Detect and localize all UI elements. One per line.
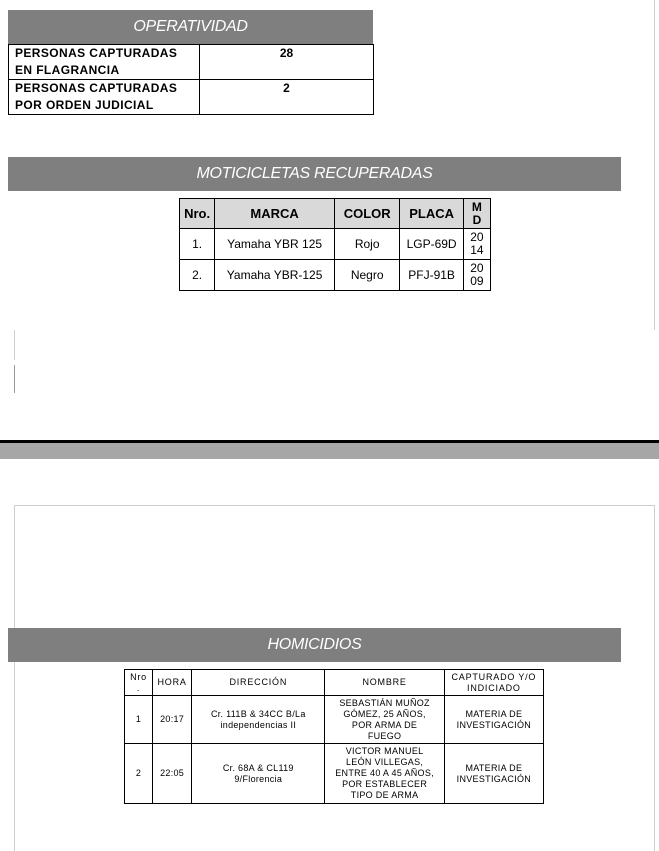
page-border-right — [654, 0, 655, 330]
text-line: MATERIA DE — [465, 762, 523, 773]
text-line: GÓMEZ, 25 AÑOS, — [343, 708, 426, 719]
operatividad-title: OPERATIVIDAD — [8, 10, 373, 44]
cell-nombre — [325, 744, 444, 804]
cell-md — [463, 229, 490, 260]
col-placa: PLACA — [400, 199, 463, 229]
motos-title: MOTICICLETAS RECUPERADAS — [8, 157, 621, 191]
label-line: POR ORDEN JUDICIAL — [15, 98, 154, 112]
md-line: 20 — [470, 230, 484, 244]
table-row — [180, 260, 491, 291]
cell-hora: 22:05 — [153, 744, 192, 804]
label-line: PERSONAS CAPTURADAS — [15, 46, 178, 60]
cell-nro: 1. — [180, 229, 215, 260]
md-line: 09 — [470, 274, 484, 288]
cell-nombre — [325, 696, 444, 744]
page-border-top — [14, 505, 655, 506]
cell-direccion — [192, 696, 325, 744]
text-line: ENTRE 40 A 45 AÑOS, — [335, 768, 434, 778]
flagrancia-value: 28 — [200, 45, 374, 80]
page-border-left — [14, 330, 15, 360]
text-line: INVESTIGACIÓN — [456, 773, 532, 784]
label-line: PERSONAS CAPTURADAS — [15, 81, 178, 95]
md-line: M — [471, 199, 482, 214]
col-marca: MARCA — [215, 199, 335, 229]
text-line: FUEGO — [367, 730, 402, 741]
text-line: SEBASTIÁN MUÑOZ — [339, 697, 430, 708]
cell-nro: 2 — [125, 744, 153, 804]
homicidios-title: HOMICIDIOS — [8, 628, 621, 662]
header-line: INDICIADO — [467, 682, 521, 693]
table-row — [9, 45, 374, 80]
homicidios-table — [124, 669, 544, 804]
col-nro — [125, 670, 153, 696]
text-line: VICTOR MANUEL — [345, 746, 424, 756]
table-header-row — [180, 199, 491, 229]
col-hora: HORA — [153, 670, 192, 696]
text-line: POR ESTABLECER — [342, 779, 428, 789]
cell-nro: 1 — [125, 696, 153, 744]
col-color: COLOR — [334, 199, 399, 229]
table-row — [125, 744, 544, 804]
text-line: MATERIA DE — [465, 708, 523, 719]
cell-capturado — [444, 744, 543, 804]
operatividad-table — [8, 44, 374, 115]
md-line: 14 — [470, 243, 484, 257]
page-border-right — [654, 505, 655, 851]
cell-marca: Yamaha YBR-125 — [215, 260, 335, 291]
text-line: independencias II — [220, 719, 297, 730]
cell-capturado — [444, 696, 543, 744]
text-line: TIPO DE ARMA — [350, 790, 419, 800]
page-break-band — [0, 443, 659, 459]
flagrancia-label — [9, 45, 200, 80]
orden-judicial-label — [9, 80, 200, 115]
col-md — [463, 199, 490, 229]
cell-placa: PFJ-91B — [400, 260, 463, 291]
text-line: Cr. 68A & CL119 — [222, 762, 294, 773]
table-header-row — [125, 670, 544, 696]
md-line: 20 — [470, 261, 484, 275]
cell-marca: Yamaha YBR 125 — [215, 229, 335, 260]
cell-md — [463, 260, 490, 291]
cell-nro: 2. — [180, 260, 215, 291]
text-line: Cr. 111B & 34CC B/La — [210, 708, 306, 719]
header-line: . — [136, 682, 141, 693]
text-line: POR ARMA DE — [351, 719, 418, 730]
text-line: LEÓN VILLEGAS, — [345, 757, 424, 767]
cell-color: Negro — [334, 260, 399, 291]
motos-table — [179, 198, 491, 291]
cell-hora: 20:17 — [153, 696, 192, 744]
cell-direccion — [192, 744, 325, 804]
md-line: D — [472, 212, 482, 227]
table-row — [125, 696, 544, 744]
header-line: Nro — [130, 671, 147, 682]
col-nro: Nro. — [180, 199, 215, 229]
text-line: 9/Florencia — [234, 773, 283, 784]
table-row — [9, 80, 374, 115]
label-line: EN FLAGRANCIA — [15, 63, 120, 77]
text-line: INVESTIGACIÓN — [456, 719, 532, 730]
col-capturado — [444, 670, 543, 696]
table-row — [180, 229, 491, 260]
col-nombre: NOMBRE — [325, 670, 444, 696]
page-border-left — [14, 505, 15, 851]
page-border-left-mark — [14, 365, 15, 393]
cell-placa: LGP-69D — [400, 229, 463, 260]
header-line: CAPTURADO Y/O — [451, 671, 537, 682]
col-direccion: DIRECCIÓN — [192, 670, 325, 696]
orden-judicial-value: 2 — [200, 80, 374, 115]
cell-color: Rojo — [334, 229, 399, 260]
